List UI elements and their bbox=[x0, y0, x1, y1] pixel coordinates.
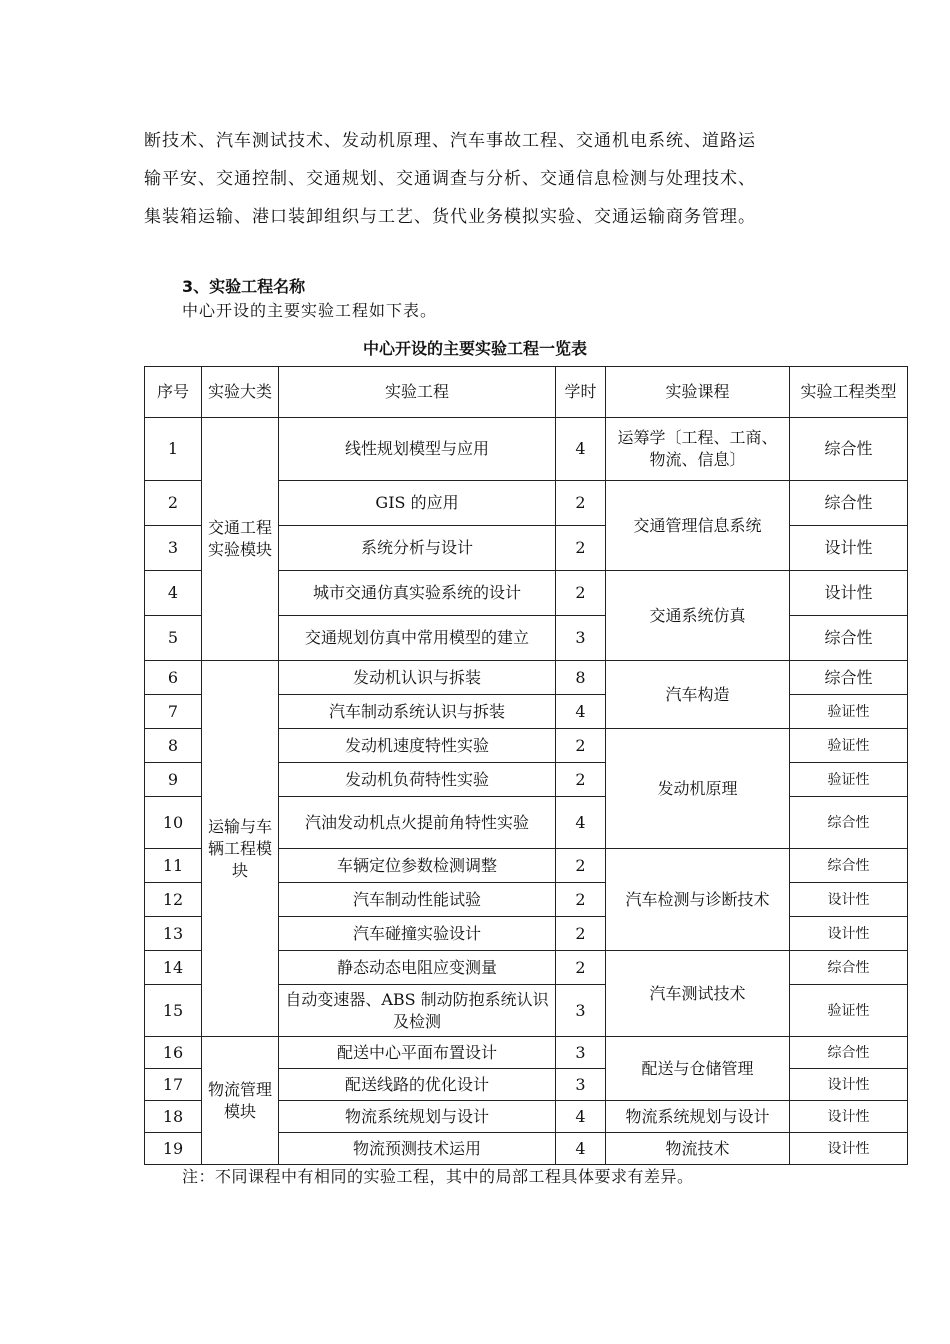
type-cell: 验证性 bbox=[790, 729, 908, 763]
hours-cell: 4 bbox=[556, 1133, 606, 1165]
course-cell: 汽车检测与诊断技术 bbox=[606, 849, 790, 951]
course-cell: 汽车测试技术 bbox=[606, 951, 790, 1037]
hours-cell: 3 bbox=[556, 1069, 606, 1101]
project-cell: 车辆定位参数检测调整 bbox=[279, 849, 556, 883]
course-cell: 运筹学〔工程、工商、物流、信息〕 bbox=[606, 418, 790, 481]
type-cell: 综合性 bbox=[790, 1037, 908, 1069]
project-cell: 汽车制动性能试验 bbox=[279, 883, 556, 917]
type-cell: 设计性 bbox=[790, 1101, 908, 1133]
type-cell: 设计性 bbox=[790, 571, 908, 616]
project-cell: 汽油发动机点火提前角特性实验 bbox=[279, 797, 556, 849]
row-no: 9 bbox=[145, 763, 202, 797]
header-type: 实验工程类型 bbox=[790, 367, 908, 418]
row-no: 6 bbox=[145, 661, 202, 695]
type-cell: 验证性 bbox=[790, 985, 908, 1037]
header-no: 序号 bbox=[145, 367, 202, 418]
table-header-row bbox=[145, 367, 908, 418]
course-cell: 配送与仓储管理 bbox=[606, 1037, 790, 1101]
table-row bbox=[145, 661, 908, 695]
table-title: 中心开设的主要实验工程一览表 bbox=[362, 339, 587, 358]
row-no: 12 bbox=[145, 883, 202, 917]
row-no: 8 bbox=[145, 729, 202, 763]
project-cell: 发动机负荷特性实验 bbox=[279, 763, 556, 797]
type-cell: 验证性 bbox=[790, 763, 908, 797]
hours-cell: 4 bbox=[556, 797, 606, 849]
hours-cell: 4 bbox=[556, 418, 606, 481]
category-cell: 运输与车辆工程模块 bbox=[202, 661, 279, 1037]
section-intro-line: 中心开设的主要实验工程如下表。 bbox=[182, 301, 438, 320]
project-cell: 汽车碰撞实验设计 bbox=[279, 917, 556, 951]
course-cell: 汽车构造 bbox=[606, 661, 790, 729]
type-cell: 综合性 bbox=[790, 951, 908, 985]
experiment-table bbox=[144, 366, 908, 1165]
row-no: 14 bbox=[145, 951, 202, 985]
table-row bbox=[145, 418, 908, 481]
category-cell: 交通工程实验模块 bbox=[202, 418, 279, 661]
hours-cell: 2 bbox=[556, 571, 606, 616]
section-heading: 3、实验工程名称 bbox=[182, 277, 306, 296]
course-cell: 物流技术 bbox=[606, 1133, 790, 1165]
hours-cell: 3 bbox=[556, 985, 606, 1037]
table-row bbox=[145, 1037, 908, 1069]
hours-cell: 2 bbox=[556, 481, 606, 526]
project-cell: 配送线路的优化设计 bbox=[279, 1069, 556, 1101]
type-cell: 综合性 bbox=[790, 616, 908, 661]
course-cell: 发动机原理 bbox=[606, 729, 790, 849]
hours-cell: 8 bbox=[556, 661, 606, 695]
project-cell: 自动变速器、ABS 制动防抱系统认识及检测 bbox=[279, 985, 556, 1037]
hours-cell: 2 bbox=[556, 951, 606, 985]
table-note: 注：不同课程中有相同的实验工程，其中的局部工程具体要求有差异。 bbox=[182, 1167, 694, 1186]
type-cell: 综合性 bbox=[790, 661, 908, 695]
type-cell: 设计性 bbox=[790, 526, 908, 571]
header-hours: 学时 bbox=[556, 367, 606, 418]
project-cell: 交通规划仿真中常用模型的建立 bbox=[279, 616, 556, 661]
project-cell: 物流系统规划与设计 bbox=[279, 1101, 556, 1133]
hours-cell: 2 bbox=[556, 883, 606, 917]
row-no: 2 bbox=[145, 481, 202, 526]
row-no: 17 bbox=[145, 1069, 202, 1101]
type-cell: 综合性 bbox=[790, 481, 908, 526]
type-cell: 设计性 bbox=[790, 883, 908, 917]
row-no: 15 bbox=[145, 985, 202, 1037]
type-cell: 综合性 bbox=[790, 797, 908, 849]
project-cell: 配送中心平面布置设计 bbox=[279, 1037, 556, 1069]
type-cell: 综合性 bbox=[790, 849, 908, 883]
project-cell: 发动机速度特性实验 bbox=[279, 729, 556, 763]
intro-line: 输平安、交通控制、交通规划、交通调查与分析、交通信息检测与处理技术、 bbox=[144, 169, 756, 189]
type-cell: 设计性 bbox=[790, 1133, 908, 1165]
type-cell: 验证性 bbox=[790, 695, 908, 729]
row-no: 19 bbox=[145, 1133, 202, 1165]
course-cell: 物流系统规划与设计 bbox=[606, 1101, 790, 1133]
row-no: 13 bbox=[145, 917, 202, 951]
project-cell: 城市交通仿真实验系统的设计 bbox=[279, 571, 556, 616]
row-no: 11 bbox=[145, 849, 202, 883]
project-cell: 物流预测技术运用 bbox=[279, 1133, 556, 1165]
hours-cell: 2 bbox=[556, 526, 606, 571]
hours-cell: 4 bbox=[556, 1101, 606, 1133]
category-cell: 物流管理模块 bbox=[202, 1037, 279, 1165]
intro-line: 集装箱运输、港口装卸组织与工艺、货代业务模拟实验、交通运输商务管理。 bbox=[144, 207, 756, 227]
course-cell: 交通系统仿真 bbox=[606, 571, 790, 661]
header-course: 实验课程 bbox=[606, 367, 790, 418]
row-no: 16 bbox=[145, 1037, 202, 1069]
row-no: 3 bbox=[145, 526, 202, 571]
project-cell: 线性规划模型与应用 bbox=[279, 418, 556, 481]
course-cell: 交通管理信息系统 bbox=[606, 481, 790, 571]
project-cell: GIS 的应用 bbox=[279, 481, 556, 526]
type-cell: 设计性 bbox=[790, 917, 908, 951]
hours-cell: 3 bbox=[556, 1037, 606, 1069]
hours-cell: 4 bbox=[556, 695, 606, 729]
type-cell: 综合性 bbox=[790, 418, 908, 481]
row-no: 18 bbox=[145, 1101, 202, 1133]
row-no: 10 bbox=[145, 797, 202, 849]
project-cell: 汽车制动系统认识与拆装 bbox=[279, 695, 556, 729]
type-cell: 设计性 bbox=[790, 1069, 908, 1101]
header-category: 实验大类 bbox=[202, 367, 279, 418]
header-project: 实验工程 bbox=[279, 367, 556, 418]
hours-cell: 2 bbox=[556, 917, 606, 951]
row-no: 1 bbox=[145, 418, 202, 481]
row-no: 4 bbox=[145, 571, 202, 616]
row-no: 7 bbox=[145, 695, 202, 729]
hours-cell: 3 bbox=[556, 616, 606, 661]
hours-cell: 2 bbox=[556, 763, 606, 797]
intro-paragraph bbox=[144, 122, 814, 236]
project-cell: 发动机认识与拆装 bbox=[279, 661, 556, 695]
project-cell: 系统分析与设计 bbox=[279, 526, 556, 571]
intro-line: 断技术、汽车测试技术、发动机原理、汽车事故工程、交通机电系统、道路运 bbox=[144, 131, 756, 151]
hours-cell: 2 bbox=[556, 729, 606, 763]
hours-cell: 2 bbox=[556, 849, 606, 883]
project-cell: 静态动态电阻应变测量 bbox=[279, 951, 556, 985]
row-no: 5 bbox=[145, 616, 202, 661]
